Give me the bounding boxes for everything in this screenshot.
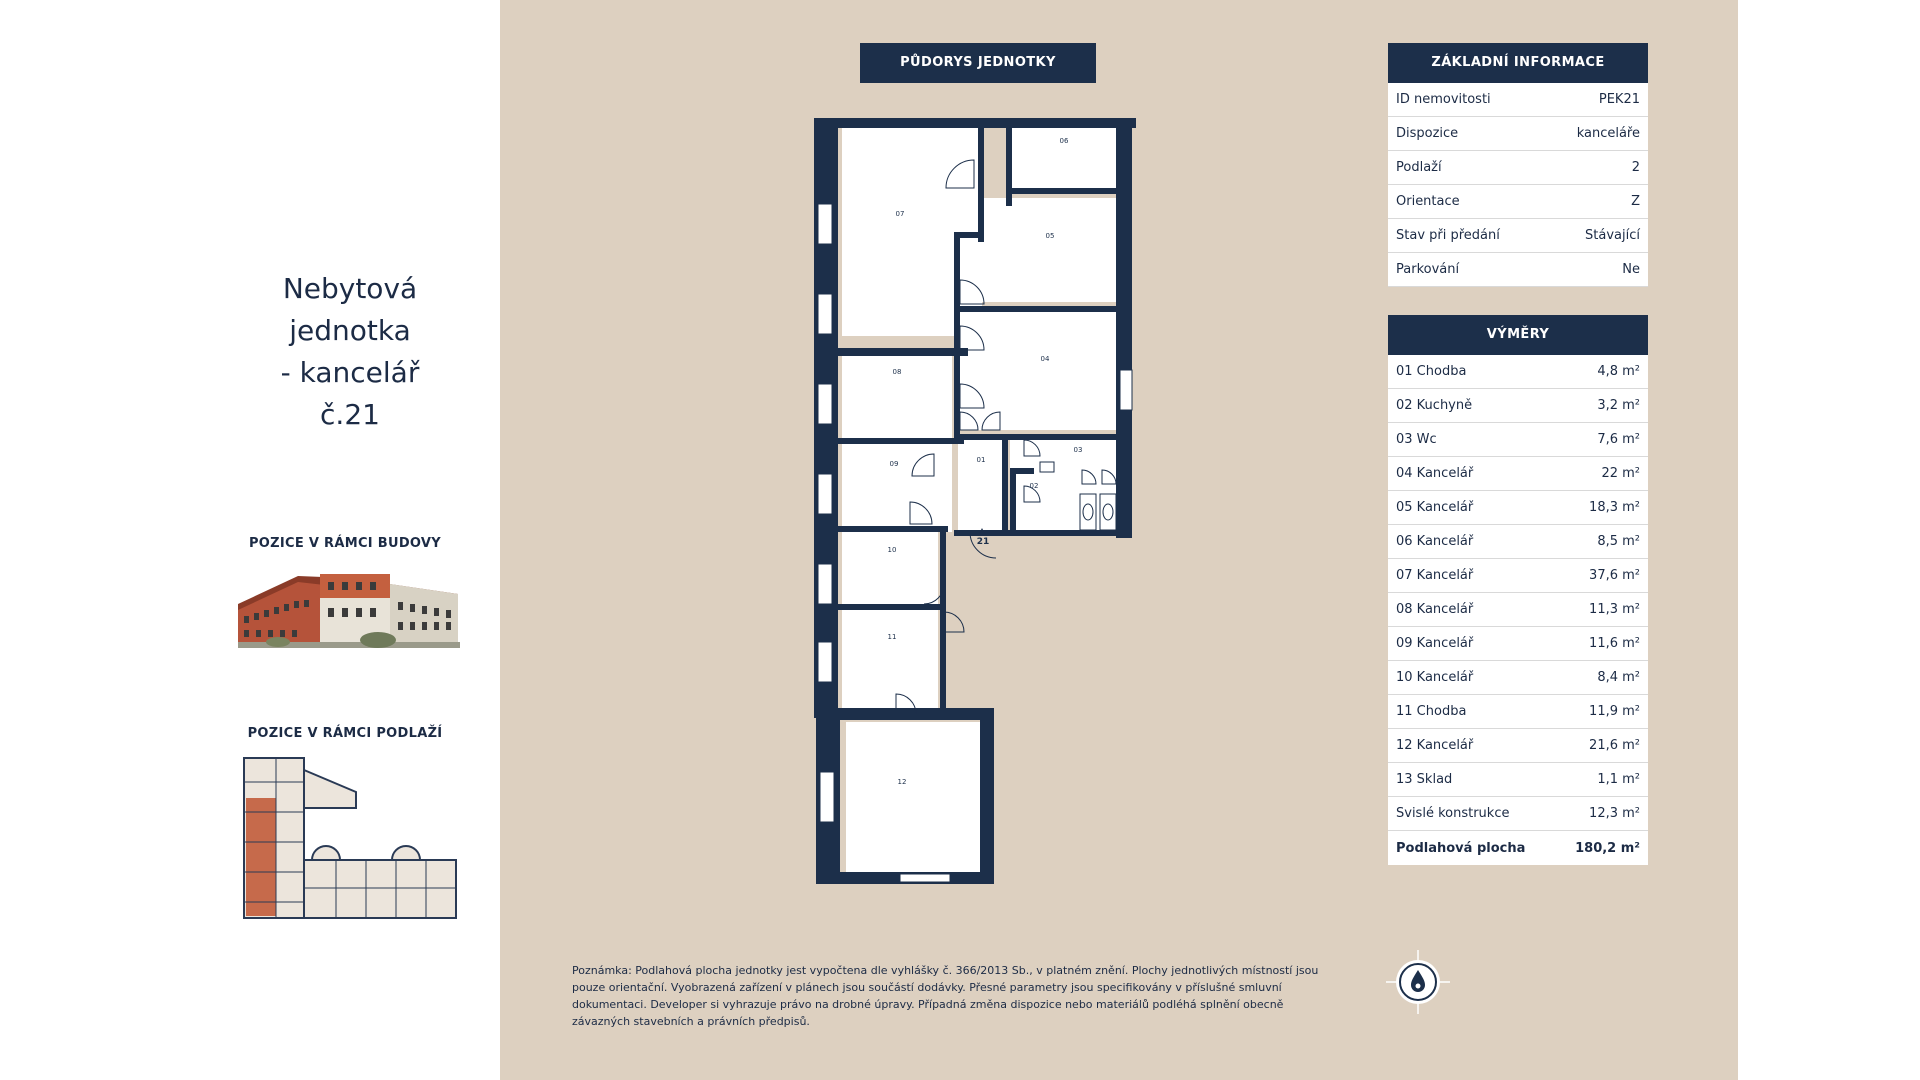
- building-thumbnail: [238, 564, 460, 650]
- right-margin: [1738, 0, 1920, 1080]
- table-row: 07 Kancelář 37,6 m²: [1388, 559, 1648, 593]
- room-label: 04: [1040, 355, 1050, 363]
- room-label: 07: [895, 210, 905, 218]
- table-row: 08 Kancelář 11,3 m²: [1388, 593, 1648, 627]
- building-position-label: POZICE V RÁMCI BUDOVY: [248, 536, 442, 551]
- table-row: Parkování Ne: [1388, 253, 1648, 287]
- table-row: 04 Kancelář 22 m²: [1388, 457, 1648, 491]
- areas-header: VÝMĚRY: [1388, 315, 1648, 355]
- table-row: 10 Kancelář 8,4 m²: [1388, 661, 1648, 695]
- table-row: Svislé konstrukce 12,3 m²: [1388, 797, 1648, 831]
- table-row: 12 Kancelář 21,6 m²: [1388, 729, 1648, 763]
- floor-thumbnail: [240, 752, 462, 924]
- table-row: Dispozice kanceláře: [1388, 117, 1648, 151]
- unit-title: [220, 268, 480, 436]
- plan-header: PŮDORYS JEDNOTKY: [860, 43, 1096, 83]
- room-label: 09: [889, 460, 899, 468]
- table-row: 02 Kuchyně 3,2 m²: [1388, 389, 1648, 423]
- table-row: Stav při předání Stávající: [1388, 219, 1648, 253]
- table-row: 05 Kancelář 18,3 m²: [1388, 491, 1648, 525]
- room-label: 02: [1029, 482, 1039, 490]
- basic-info-table: [1388, 83, 1648, 287]
- room-label: 10: [887, 546, 897, 554]
- table-row: 01 Chodba 4,8 m²: [1388, 355, 1648, 389]
- unit-title-line: - kancelář: [280, 356, 420, 389]
- total-row: Podlahová plocha 180,2 m²: [1396, 840, 1640, 856]
- unit-title-line: Nebytová: [282, 272, 418, 305]
- table-row: ID nemovitosti PEK21: [1388, 83, 1648, 117]
- room-label: 11: [887, 633, 897, 641]
- floor-position-label: POZICE V RÁMCI PODLAŽÍ: [247, 726, 443, 741]
- unit-title-line: jednotka: [289, 314, 411, 347]
- unit-title-line: č.21: [320, 398, 380, 431]
- table-row: 03 Wc 7,6 m²: [1388, 423, 1648, 457]
- room-label: 12: [897, 778, 907, 786]
- table-row: Orientace Z: [1388, 185, 1648, 219]
- room-label: 06: [1059, 137, 1069, 145]
- table-row: Podlaží 2: [1388, 151, 1648, 185]
- entrance-label: 21: [976, 537, 990, 547]
- room-label: 03: [1073, 446, 1083, 454]
- room-label: 08: [892, 368, 902, 376]
- room-label: 05: [1045, 232, 1055, 240]
- room-label: 01: [976, 456, 986, 464]
- basic-info-header: ZÁKLADNÍ INFORMACE: [1388, 43, 1648, 83]
- table-row: 13 Sklad 1,1 m²: [1388, 763, 1648, 797]
- floor-plan: [810, 112, 1140, 892]
- compass-icon: [1386, 950, 1450, 1014]
- footnote-line: Poznámka: Podlahová plocha jednotky jest vypočtena dle vyhlášky č. 366/2013 Sb., v platném znění. Plochy jednotlivých místností jsou: [572, 964, 1319, 977]
- footnote: [572, 962, 1322, 1030]
- footnote-line: závazných stavebních a právních předpisů.: [572, 1015, 810, 1028]
- table-row: 06 Kancelář 8,5 m²: [1388, 525, 1648, 559]
- footnote-line: pouze orientační. Vyobrazená zařízení v plánech jsou součástí dodávky. Přesné parametry jsou specifikovány v příslušné smluvní: [572, 981, 1282, 994]
- footnote-line: dokumentaci. Developer si vyhrazuje právo na drobné úpravy. Případná změna dispozice nebo materiálů podléhá splnění obecně: [572, 998, 1284, 1011]
- table-row: 09 Kancelář 11,6 m²: [1388, 627, 1648, 661]
- table-row: 11 Chodba 11,9 m²: [1388, 695, 1648, 729]
- areas-table: [1388, 355, 1648, 865]
